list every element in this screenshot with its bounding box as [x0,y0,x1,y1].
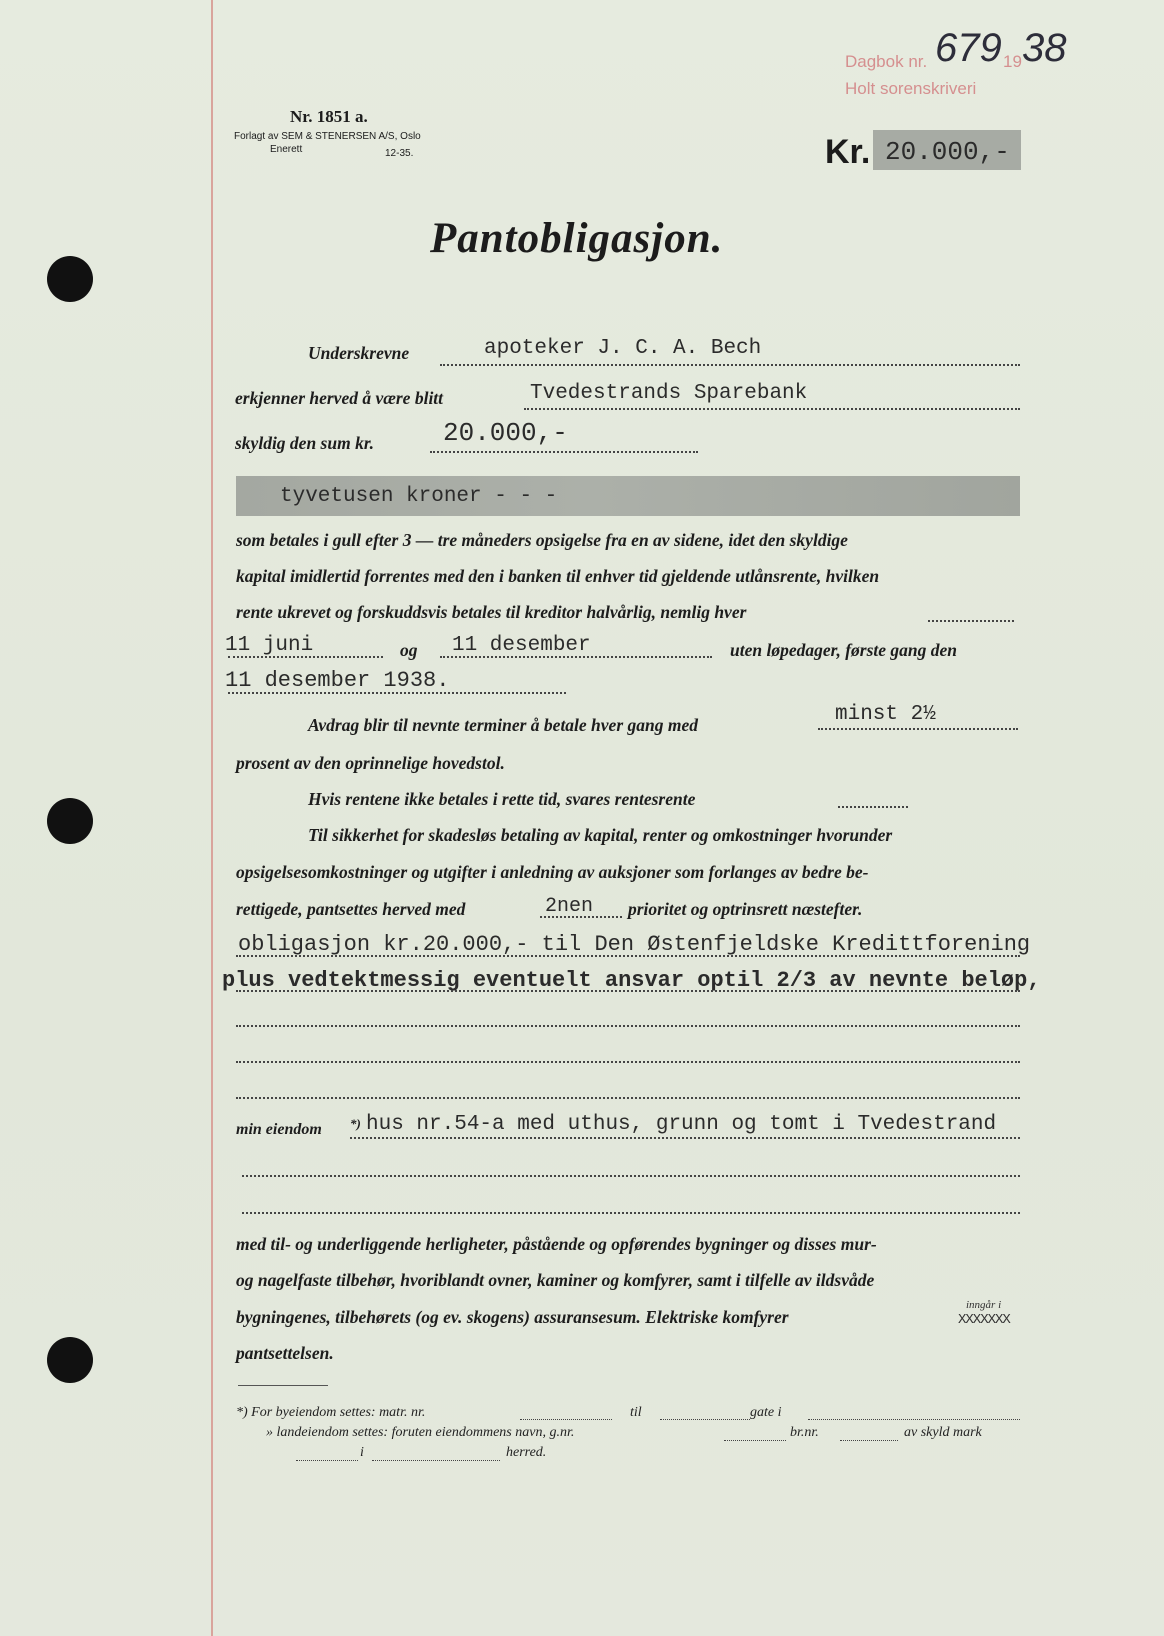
security-line-1: Til sikkerhet for skadesløs betaling av kapital, renter og omkostninger hvorunder [308,825,893,845]
amount-value: 20.000,- [885,137,1010,167]
appurtenance-line-3: bygningenes, tilbehørets (og ev. skogens) assuransesum. Elektriske komfyrer [236,1307,789,1327]
office-stamp: Holt sorenskriveri [845,79,977,98]
fill-line [928,620,1014,622]
publisher-line: Forlagt av SEM & STENERSEN A/S, Oslo [234,131,421,142]
fill-line [540,916,622,918]
footnote-line-3a: i [360,1445,364,1460]
footnote-line-1c: gate i [750,1405,782,1420]
payment-date-2: 11 desember [452,634,591,657]
security-line-2: opsigelsesomkostninger og utgifter i anledning av auksjoner som forlanges av bedre be- [236,862,869,882]
security-line-3b: prioritet og optrinsrett næstefter. [628,899,863,919]
fill-line [228,692,566,694]
footnote-line-1a: *) For byeiendom settes: matr. nr. [236,1405,426,1420]
handwritten-note: inngår i [966,1299,1002,1311]
punch-hole [47,798,93,844]
first-payment-date: 11 desember 1938. [225,668,450,693]
creditor-value: Tvedestrands Sparebank [530,382,808,405]
form-number: Nr. 1851 a. [290,107,368,126]
acknowledge-label: erkjenner herved å være blitt [235,388,444,408]
terms-line-1: som betales i gull efter 3 — tre måneders opsigelse fra en av sidene, idet den skyldige [236,530,848,550]
installment-tail: prosent av den oprinnelige hovedstol. [236,753,505,773]
fill-line [808,1419,1020,1420]
undersigned-label: Underskrevne [308,343,410,363]
fill-line [724,1440,786,1441]
date-code: 12-35. [385,148,414,159]
owing-label: skyldig den sum kr. [235,433,375,453]
amount-words: tyvetusen kroner - - - [280,485,558,508]
punch-hole [47,1337,93,1383]
fill-line [296,1460,358,1461]
fill-line [440,656,712,658]
fill-line [840,1440,898,1441]
punch-hole [47,256,93,302]
footnote-line-1b: til [630,1405,642,1420]
fill-line [430,451,698,453]
terms-line-3: rente ukrevet og forskuddsvis betales til kreditor halvårlig, nemlig hver [236,602,747,622]
fill-line [236,1025,1020,1027]
footnote-line-2c: av skyld mark [904,1425,982,1440]
security-line-3a: rettigede, pantsettes herved med [236,899,466,919]
fill-line [242,1175,1020,1177]
undersigned-value: apoteker J. C. A. Bech [484,337,762,360]
footnote-line-2a: » landeiendom settes: foruten eiendommens navn, g.nr. [266,1425,575,1440]
prior-encumbrance-2: plus vedtektmessig eventuelt ansvar optil 2/3 av nevnte beløp, [222,968,1041,993]
property-footnote-mark: *) [350,1116,361,1131]
fill-line [660,1419,750,1420]
fill-line [242,1212,1020,1214]
footnote-line-3b: herred. [506,1445,547,1460]
prior-encumbrance-1: obligasjon kr.20.000,- til Den Østenfjeldske Kredittforening [238,932,1031,957]
appurtenance-line-1: med til- og underliggende herligheter, påstående og opførendes bygninger og disses mur- [236,1234,877,1254]
installment-label: Avdrag blir til nevnte terminer å betale hver gang med [308,715,698,735]
fill-line [236,1097,1020,1099]
fill-line [838,806,908,808]
property-value: hus nr.54-a med uthus, grunn og tomt i Tvedestrand [366,1113,997,1136]
interest-line: Hvis rentene ikke betales i rette tid, svares rentesrente [308,789,696,809]
exclusive-label: Enerett [270,144,303,155]
fill-line [818,728,1018,730]
struck-text: XXXXXXX [958,1312,1010,1328]
terms-line-2: kapital imidlertid forrentes med den i banken til enhver tid gjeldende utlånsrente, hvilken [236,566,880,586]
priority-value: 2nen [545,895,594,918]
fill-line [520,1419,612,1420]
og-label: og [400,640,418,660]
dagbok-year: 38 [1022,26,1067,70]
fill-line [440,364,1020,366]
appurtenance-line-4: pantsettelsen. [236,1343,334,1363]
margin-rule [211,0,213,1636]
property-label: min eiendom [236,1121,322,1138]
document-title: Pantobligasjon. [430,215,724,262]
owing-value: 20.000,- [443,418,568,448]
fill-line [228,656,383,658]
amount-label: Kr. [825,133,871,171]
footnote-line-2b: br.nr. [790,1425,819,1440]
fill-line [236,990,1020,992]
footnote-rule [238,1385,328,1386]
terms-line-4-tail: uten løpedager, første gang den [730,640,958,660]
fill-line [350,1137,1020,1139]
dagbok-number: 679 [935,26,1002,70]
fill-line [236,1061,1020,1063]
fill-line [524,408,1020,410]
year-prefix: 19 [1003,52,1022,71]
installment-value: minst 2½ [835,703,936,726]
appurtenance-line-2: og nagelfaste tilbehør, hvoriblandt ovner, kaminer og komfyrer, samt i tilfelle av ildsvåde [236,1270,875,1290]
fill-line [372,1460,500,1461]
payment-date-1: 11 juni [225,634,314,657]
fill-line [236,955,1020,957]
dagbok-label: Dagbok nr. [845,52,928,71]
